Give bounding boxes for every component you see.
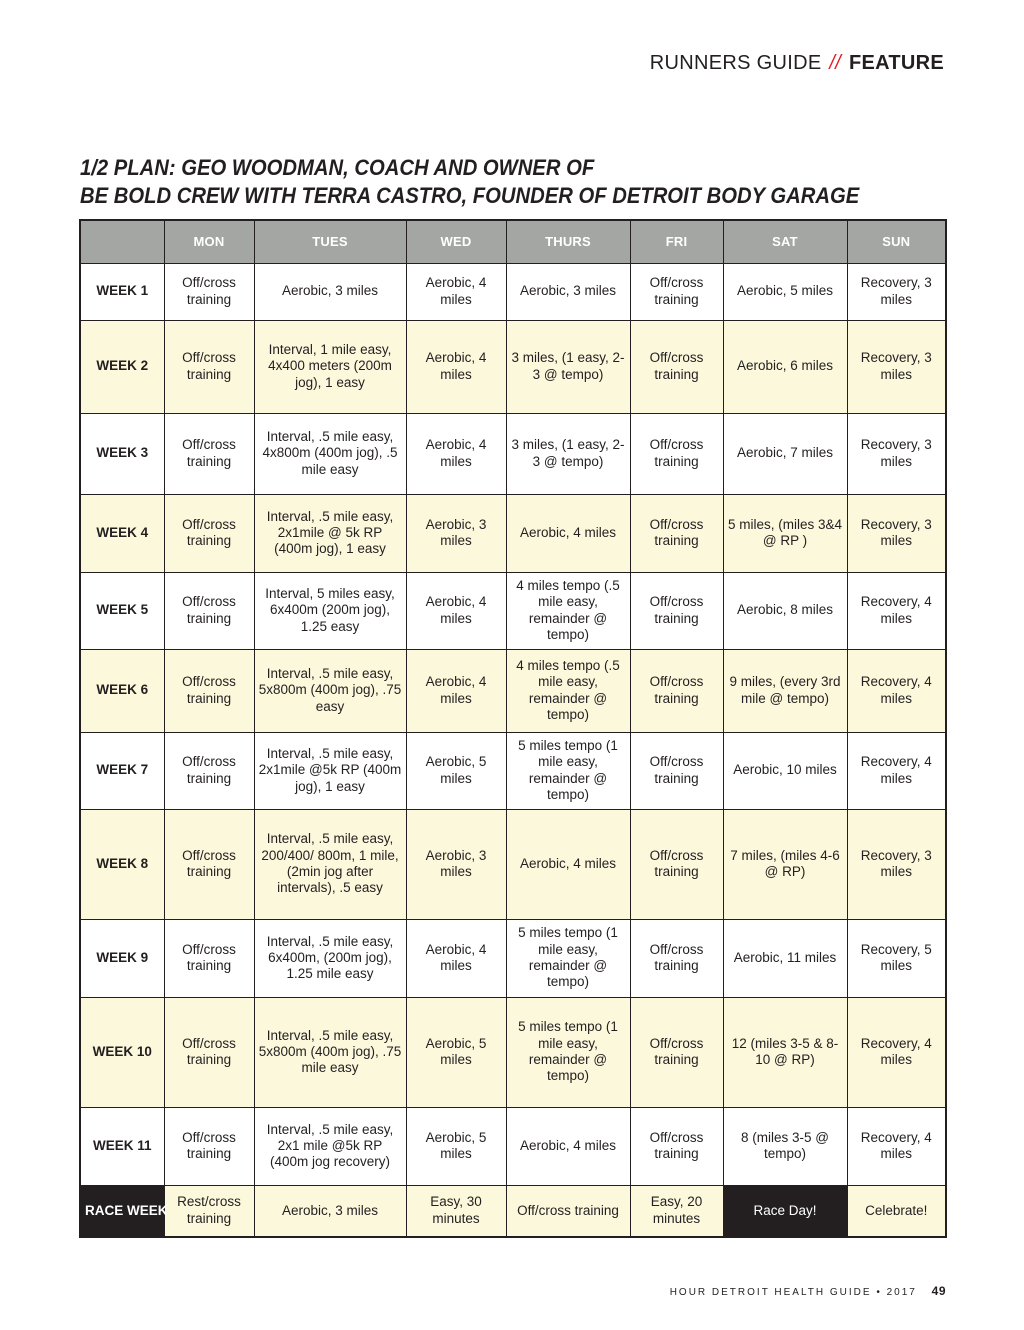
workout-cell: Off/cross training bbox=[506, 1185, 630, 1237]
workout-cell: Off/cross training bbox=[630, 919, 723, 997]
publication-name: HOUR DETROIT HEALTH GUIDE • 2017 bbox=[669, 1287, 917, 1298]
workout-cell: Off/cross training bbox=[164, 919, 254, 997]
workout-cell: 5 miles tempo (1 mile easy, remainder @ tempo) bbox=[506, 919, 630, 997]
week-label: RACE WEEK bbox=[80, 1185, 164, 1237]
title-line-1: 1/2 PLAN: GEO WOODMAN, COACH AND OWNER OF bbox=[80, 155, 595, 180]
workout-cell: Aerobic, 5 miles bbox=[406, 732, 506, 809]
workout-cell: Off/cross training bbox=[164, 732, 254, 809]
workout-cell: Aerobic, 6 miles bbox=[723, 320, 847, 413]
workout-cell: Recovery, 3 miles bbox=[847, 320, 946, 413]
header-day: THURS bbox=[506, 220, 630, 263]
workout-cell: Interval, .5 mile easy, 2x1mile @5k RP (400m jog), 1 easy bbox=[254, 732, 406, 809]
week-label: WEEK 5 bbox=[80, 572, 164, 649]
workout-cell: 7 miles, (miles 4-6 @ RP) bbox=[723, 809, 847, 919]
workout-cell: 3 miles, (1 easy, 2-3 @ tempo) bbox=[506, 320, 630, 413]
workout-cell: Off/cross training bbox=[164, 809, 254, 919]
workout-cell: Aerobic, 4 miles bbox=[506, 494, 630, 572]
workout-cell: Off/cross training bbox=[630, 732, 723, 809]
table-row bbox=[80, 494, 946, 572]
workout-cell: 4 miles tempo (.5 mile easy, remainder @ tempo) bbox=[506, 572, 630, 649]
table-row bbox=[80, 572, 946, 649]
workout-cell: Aerobic, 10 miles bbox=[723, 732, 847, 809]
workout-cell: Interval, 5 miles easy, 6x400m (200m jog), 1.25 easy bbox=[254, 572, 406, 649]
table-row bbox=[80, 919, 946, 997]
table-row bbox=[80, 1185, 946, 1237]
workout-cell: Aerobic, 7 miles bbox=[723, 413, 847, 494]
week-label: WEEK 1 bbox=[80, 263, 164, 320]
table-row bbox=[80, 997, 946, 1107]
header-day: MON bbox=[164, 220, 254, 263]
table-row bbox=[80, 732, 946, 809]
workout-cell: Aerobic, 4 miles bbox=[406, 649, 506, 732]
workout-cell: Recovery, 3 miles bbox=[847, 263, 946, 320]
header-day: SAT bbox=[723, 220, 847, 263]
workout-cell: Off/cross training bbox=[164, 263, 254, 320]
week-label: WEEK 11 bbox=[80, 1107, 164, 1185]
workout-cell: Recovery, 4 miles bbox=[847, 649, 946, 732]
workout-cell: Aerobic, 3 miles bbox=[406, 494, 506, 572]
workout-cell: 3 miles, (1 easy, 2-3 @ tempo) bbox=[506, 413, 630, 494]
workout-cell: 12 (miles 3-5 & 8-10 @ RP) bbox=[723, 997, 847, 1107]
workout-cell: Aerobic, 4 miles bbox=[406, 320, 506, 413]
workout-cell: Recovery, 4 miles bbox=[847, 997, 946, 1107]
header-day: FRI bbox=[630, 220, 723, 263]
workout-cell: Recovery, 4 miles bbox=[847, 1107, 946, 1185]
workout-cell: Aerobic, 4 miles bbox=[406, 919, 506, 997]
week-label: WEEK 2 bbox=[80, 320, 164, 413]
workout-cell: Aerobic, 4 miles bbox=[406, 263, 506, 320]
training-plan-table bbox=[79, 219, 947, 1238]
workout-cell: Rest/cross training bbox=[164, 1185, 254, 1237]
workout-cell: Interval, .5 mile easy, 4x800m (400m jog), .5 mile easy bbox=[254, 413, 406, 494]
workout-cell: Off/cross training bbox=[164, 1107, 254, 1185]
workout-cell: Off/cross training bbox=[630, 263, 723, 320]
page-footer bbox=[670, 1284, 946, 1298]
workout-cell: 5 miles tempo (1 mile easy, remainder @ tempo) bbox=[506, 997, 630, 1107]
title-line-2: BE BOLD CREW WITH TERRA CASTRO, FOUNDER OF DETROIT BODY GARAGE bbox=[80, 183, 860, 208]
workout-cell: Off/cross training bbox=[164, 494, 254, 572]
week-label: WEEK 9 bbox=[80, 919, 164, 997]
workout-cell: Off/cross training bbox=[630, 494, 723, 572]
workout-cell: Aerobic, 4 miles bbox=[506, 1107, 630, 1185]
workout-cell: Aerobic, 5 miles bbox=[406, 1107, 506, 1185]
workout-cell: Interval, .5 mile easy, 5x800m (400m jog), .75 easy bbox=[254, 649, 406, 732]
workout-cell: Aerobic, 5 miles bbox=[723, 263, 847, 320]
week-label: WEEK 10 bbox=[80, 997, 164, 1107]
workout-cell: Aerobic, 3 miles bbox=[254, 1185, 406, 1237]
table-row bbox=[80, 413, 946, 494]
week-label: WEEK 4 bbox=[80, 494, 164, 572]
header-day: SUN bbox=[847, 220, 946, 263]
workout-cell: Celebrate! bbox=[847, 1185, 946, 1237]
workout-cell: Recovery, 5 miles bbox=[847, 919, 946, 997]
workout-cell: Off/cross training bbox=[164, 572, 254, 649]
section-label: RUNNERS GUIDE bbox=[649, 52, 822, 74]
workout-cell: Aerobic, 4 miles bbox=[406, 413, 506, 494]
section-divider: // bbox=[829, 52, 842, 74]
table-row bbox=[80, 263, 946, 320]
workout-cell: Aerobic, 4 miles bbox=[406, 572, 506, 649]
workout-cell: Aerobic, 3 miles bbox=[406, 809, 506, 919]
workout-cell: Recovery, 3 miles bbox=[847, 413, 946, 494]
workout-cell: Interval, .5 mile easy, 5x800m (400m jog), .75 mile easy bbox=[254, 997, 406, 1107]
workout-cell: Off/cross training bbox=[630, 809, 723, 919]
workout-cell: 9 miles, (every 3rd mile @ tempo) bbox=[723, 649, 847, 732]
workout-cell: Off/cross training bbox=[630, 997, 723, 1107]
workout-cell: Interval, .5 mile easy, 2x1mile @ 5k RP (400m jog), 1 easy bbox=[254, 494, 406, 572]
week-label: WEEK 8 bbox=[80, 809, 164, 919]
workout-cell: Recovery, 3 miles bbox=[847, 809, 946, 919]
header-day: WED bbox=[406, 220, 506, 263]
table-row bbox=[80, 649, 946, 732]
workout-cell: Off/cross training bbox=[630, 572, 723, 649]
table-header-row bbox=[80, 220, 946, 263]
workout-cell: 4 miles tempo (.5 mile easy, remainder @ tempo) bbox=[506, 649, 630, 732]
workout-cell: Off/cross training bbox=[164, 997, 254, 1107]
page-title bbox=[80, 154, 875, 210]
workout-cell: Off/cross training bbox=[164, 320, 254, 413]
workout-cell: Aerobic, 3 miles bbox=[254, 263, 406, 320]
table-row bbox=[80, 1107, 946, 1185]
workout-cell: Interval, .5 mile easy, 2x1 mile @5k RP (400m jog recovery) bbox=[254, 1107, 406, 1185]
workout-cell: Aerobic, 8 miles bbox=[723, 572, 847, 649]
workout-cell: Aerobic, 11 miles bbox=[723, 919, 847, 997]
workout-cell: Aerobic, 4 miles bbox=[506, 809, 630, 919]
section-header bbox=[650, 52, 944, 75]
table-row bbox=[80, 809, 946, 919]
workout-cell: Off/cross training bbox=[630, 413, 723, 494]
workout-cell: 5 miles tempo (1 mile easy, remainder @ tempo) bbox=[506, 732, 630, 809]
header-corner bbox=[80, 220, 164, 263]
header-day: TUES bbox=[254, 220, 406, 263]
workout-cell: Off/cross training bbox=[630, 1107, 723, 1185]
feature-label: FEATURE bbox=[848, 52, 944, 74]
week-label: WEEK 6 bbox=[80, 649, 164, 732]
workout-cell: Recovery, 3 miles bbox=[847, 494, 946, 572]
workout-cell: Interval, .5 mile easy, 200/400/ 800m, 1 mile, (2min jog after intervals), .5 easy bbox=[254, 809, 406, 919]
workout-cell: Aerobic, 5 miles bbox=[406, 997, 506, 1107]
workout-cell: Off/cross training bbox=[630, 649, 723, 732]
workout-cell: Off/cross training bbox=[164, 649, 254, 732]
workout-cell: Easy, 20 minutes bbox=[630, 1185, 723, 1237]
workout-cell: Recovery, 4 miles bbox=[847, 572, 946, 649]
workout-cell: Off/cross training bbox=[630, 320, 723, 413]
table-row bbox=[80, 320, 946, 413]
workout-cell: Interval, 1 mile easy, 4x400 meters (200m jog), 1 easy bbox=[254, 320, 406, 413]
week-label: WEEK 3 bbox=[80, 413, 164, 494]
workout-cell: Easy, 30 minutes bbox=[406, 1185, 506, 1237]
workout-cell: Off/cross training bbox=[164, 413, 254, 494]
workout-cell: Race Day! bbox=[723, 1185, 847, 1237]
workout-cell: Aerobic, 3 miles bbox=[506, 263, 630, 320]
workout-cell: Recovery, 4 miles bbox=[847, 732, 946, 809]
workout-cell: Interval, .5 mile easy, 6x400m, (200m jog), 1.25 mile easy bbox=[254, 919, 406, 997]
week-label: WEEK 7 bbox=[80, 732, 164, 809]
workout-cell: 8 (miles 3-5 @ tempo) bbox=[723, 1107, 847, 1185]
page-number: 49 bbox=[931, 1284, 946, 1298]
workout-cell: 5 miles, (miles 3&4 @ RP ) bbox=[723, 494, 847, 572]
